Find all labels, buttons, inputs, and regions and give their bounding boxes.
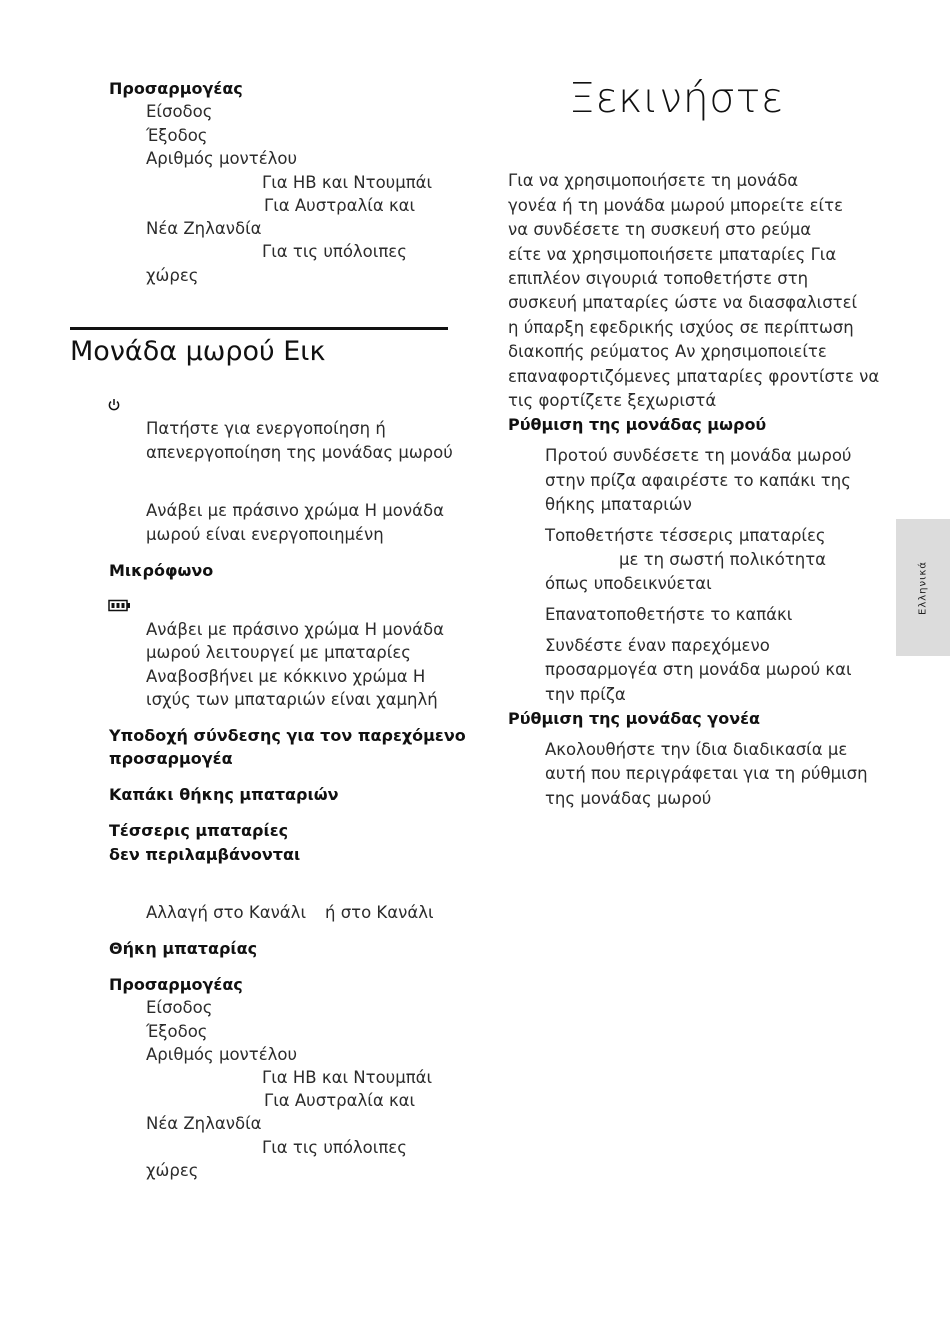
battery-case-label: Θήκη μπαταρίας [109,939,258,958]
adapter-output-b: Έξοδος [146,1022,208,1041]
step4-line-2: προσαρμογέα στη μονάδα μωρού και [545,660,852,679]
step1-line-2: στην πρίζα αφαιρέστε το καπάκι της [545,471,851,490]
parent-setup-heading: Ρύθμιση της μονάδας γονέα [508,709,760,728]
baby-setup-heading: Ρύθμιση της μονάδας μωρού [508,415,767,434]
battery-icon [108,599,131,612]
adapter-output: Έξοδος [146,126,208,145]
intro-line-3: να συνδέσετε τη συσκευή στο ρεύμα [508,220,812,239]
section-title: Μονάδα μωρού Εικ [70,336,326,367]
step3: Επανατοποθετήστε το καπάκι [545,605,793,624]
step1-line-1: Προτού συνδέσετε τη μονάδα μωρού [545,446,852,465]
step1-line-3: θήκης μπαταριών [545,495,692,514]
socket-label-2: προσαρμογέα [109,749,233,768]
battery-light-3: Αναβοσβήνει με κόκκινο χρώμα Η [146,667,426,686]
channel-switch-1: Αλλαγή στο Κανάλι [146,903,307,922]
adapter-nz: Νέα Ζηλανδία [146,219,262,238]
intro-line-9: επαναφορτιζόμενες μπαταρίες φροντίστε να [508,367,880,386]
intro-line-2: γονέα ή τη μονάδα μωρού μπορείτε είτε [508,196,843,215]
power-desc-2: απενεργοποίηση της μονάδας μωρού [146,443,453,462]
intro-line-6: συσκευή μπαταρίες ώστε να διασφαλιστεί [508,293,858,312]
step2-line-3: όπως υποδεικνύεται [545,574,712,593]
battery-light-4: ισχύς των μπαταριών είναι χαμηλή [146,690,438,709]
section-rule [70,327,448,330]
intro-line-8: διακοπής ρεύματος Αν χρησιμοποιείτε [508,342,827,361]
adapter-model-b: Αριθμός μοντέλου [146,1045,298,1064]
parent-step-line-1: Ακολουθήστε την ίδια διαδικασία με [545,740,848,759]
power-desc-1: Πατήστε για ενεργοποίηση ή [146,419,386,438]
microphone-label: Μικρόφωνο [109,561,214,580]
parent-step-line-3: της μονάδας μωρού [545,789,712,808]
adapter-uk: Για ΗΒ και Ντουμπάι [262,173,433,192]
adapter-heading-top: Προσαρμογέας [109,79,243,98]
adapter-countries: χώρες [146,266,199,285]
adapter-heading-bottom: Προσαρμογέας [109,975,243,994]
power-light-1: Ανάβει με πράσινο χρώμα Η μονάδα [146,501,444,520]
intro-line-1: Για να χρησιμοποιήσετε τη μονάδα [508,171,799,190]
adapter-input: Είσοδος [146,102,213,121]
batteries-not-included: δεν περιλαμβάνονται [109,845,301,864]
adapter-other-b: Για τις υπόλοιπες [262,1138,407,1157]
adapter-other: Για τις υπόλοιπες [262,242,407,261]
adapter-nz-b: Νέα Ζηλανδία [146,1114,262,1133]
intro-line-5: επιπλέον σιγουριά τοποθετήστε στη [508,269,809,288]
channel-switch-2: ή στο Κανάλι [325,903,434,922]
adapter-au-b: Για Αυστραλία και [264,1091,416,1110]
step2-line-1: Τοποθετήστε τέσσερις μπαταρίες [545,526,826,545]
intro-line-4: είτε να χρησιμοποιήσετε μπαταρίες Για [508,245,837,264]
battery-cover-label: Καπάκι θήκης μπαταριών [109,785,339,804]
step4-line-3: την πρίζα [545,685,626,704]
step2-line-2: με τη σωστή πολικότητα [619,550,827,569]
power-light-2: μωρού είναι ενεργοποιημένη [146,525,384,544]
adapter-au: Για Αυστραλία και [264,196,416,215]
intro-line-10: τις φορτίζετε ξεχωριστά [508,391,717,410]
socket-label-1: Υποδοχή σύνδεσης για τον παρεχόμενο [109,726,466,745]
intro-line-7: η ύπαρξη εφεδρικής ισχύος σε περίπτωση [508,318,854,337]
adapter-uk-b: Για ΗΒ και Ντουμπάι [262,1068,433,1087]
power-icon [107,398,121,412]
parent-step-line-2: αυτή που περιγράφεται για τη ρύθμιση [545,764,868,783]
step4-line-1: Συνδέστε έναν παρεχόμενο [545,636,770,655]
page-title: Ξεκινήστε [569,74,784,122]
four-batteries-label: Τέσσερις μπαταρίες [109,821,289,840]
battery-light-2: μωρού λειτουργεί με μπαταρίες [146,643,411,662]
battery-light-1: Ανάβει με πράσινο χρώμα Η μονάδα [146,620,444,639]
adapter-model: Αριθμός μοντέλου [146,149,298,168]
adapter-countries-b: χώρες [146,1161,199,1180]
language-tab-label: Ελληνικά [917,561,929,615]
adapter-input-b: Είσοδος [146,998,213,1017]
